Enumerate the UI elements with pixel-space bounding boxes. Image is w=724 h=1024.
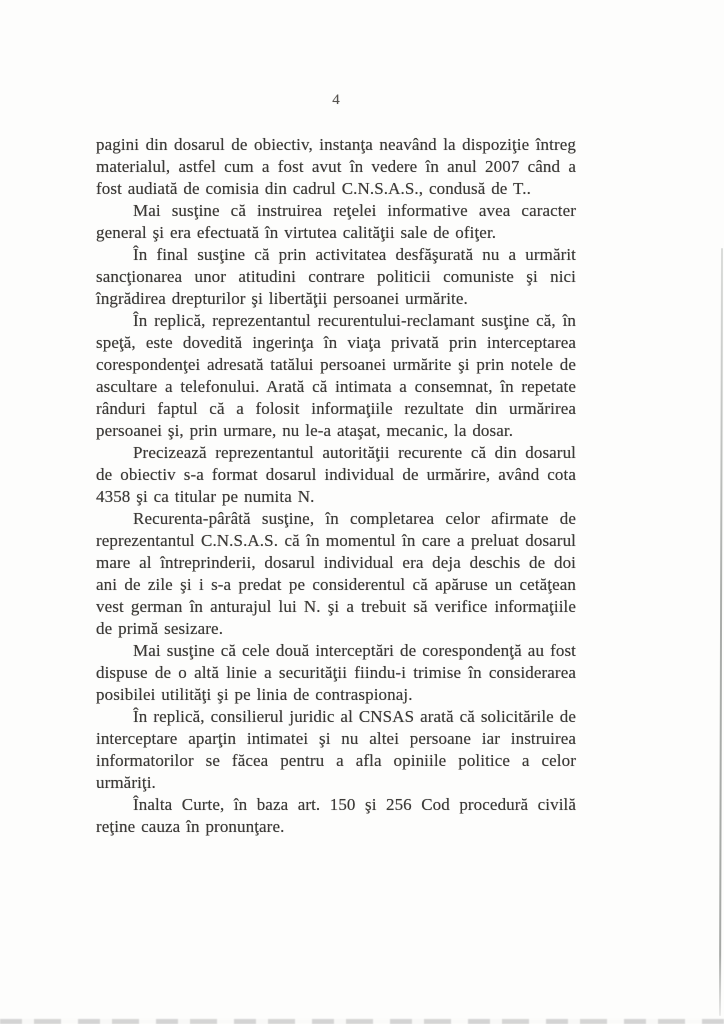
paragraph: Înalta Curte, în baza art. 150 şi 256 Cod procedură civilă reţine cauza în pronunţare.	[96, 795, 576, 836]
paragraph: Mai susţine că instruirea reţelei informative avea caracter general şi era efectuată în virtutea calităţii sale de ofiţer.	[96, 201, 576, 242]
paragraph: În final susţine că prin activitatea desfăşurată nu a urmărit sancţionarea unor atitudini contrare politicii comuniste şi nici îngrădirea drepturilor şi libertăţii persoanei urmărite.	[96, 245, 576, 308]
text-block	[96, 134, 576, 838]
paragraph: Precizează reprezentantul autorităţii recurente că din dosarul de obiectiv s-a format dosarul individual de urmărire, având cota 4358 şi ca titular pe numita N.	[96, 443, 576, 506]
page-number: 4	[332, 92, 340, 108]
scan-artifact-right-line	[719, 248, 723, 1016]
paragraph: pagini din dosarul de obiectiv, instanţa neavând la dispoziţie întreg materialul, astfel cum a fost avut în vedere în anul 2007 când a fost audiată de comisia din cadrul C.N.S.A.S., condusă de T..	[96, 135, 576, 198]
paragraph: În replică, reprezentantul recurentului-reclamant susţine că, în speţă, este dovedită ingerinţa în viaţa privată prin interceptarea corespondenţei adresată tatălui persoanei urmărite şi prin notele de ascultare a telefonului. Arată că intimata a consemnat, în repetate rânduri faptul că a folosit informaţiile rezultate din urmărirea persoanei şi, prin urmare, nu le-a ataşat, mecanic, la dosar.	[96, 311, 576, 440]
paragraph: În replică, consilierul juridic al CNSAS arată că solicitările de interceptare aparţin intimatei şi nu altei persoane iar instruirea informatorilor se făcea pentru a afla opiniile politice a celor urmăriţi.	[96, 707, 576, 792]
paragraph: Mai susţine că cele două interceptări de corespondenţă au fost dispuse de o altă linie a securităţii fiindu-i trimise în considerarea posibilei utilităţi şi pe linia de contraspionaj.	[96, 641, 576, 704]
paragraph: Recurenta-pârâtă susţine, în completarea celor afirmate de reprezentantul C.N.S.A.S. că în momentul în care a preluat dosarul mare al întreprinderii, dosarul individual era deja deschis de doi ani de zile şi i s-a predat pe considerentul că apăruse un cetăţean vest german în anturajul lui N. şi a trebuit să verifice informaţiile de primă sesizare.	[96, 509, 576, 638]
scan-artifact-bottom-edge	[0, 1019, 724, 1024]
